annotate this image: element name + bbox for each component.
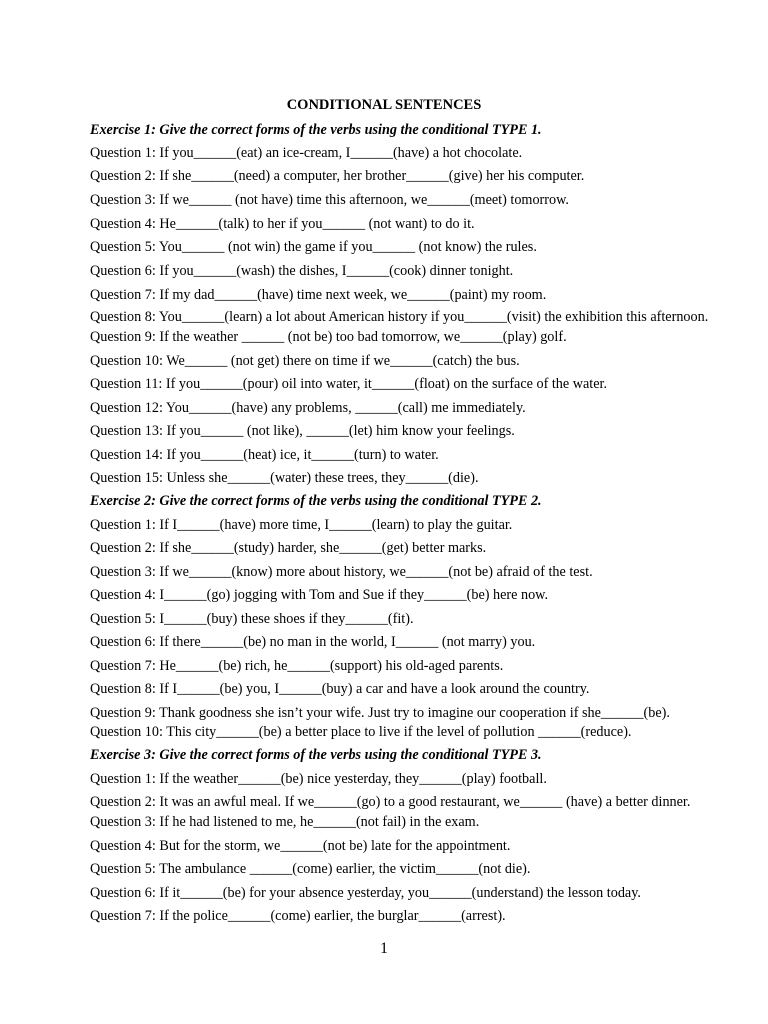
exercise-2-heading: Exercise 2: Give the correct forms of the verbs using the conditional TYPE 2.: [90, 493, 542, 509]
exercise-1-question-7: Question 7: If my dad______(have) time next week, we______(paint) my room.: [90, 287, 547, 303]
exercise-1-question-1: Question 1: If you______(eat) an ice-cream, I______(have) a hot chocolate.: [90, 145, 523, 161]
exercise-2-question-1: Question 1: If I______(have) more time, I______(learn) to play the guitar.: [90, 517, 513, 533]
exercise-3-question-5: Question 5: The ambulance ______(come) earlier, the victim______(not die).: [90, 861, 531, 877]
exercise-1-question-11: Question 11: If you______(pour) oil into water, it______(float) on the surface of the water.: [90, 376, 608, 392]
exercise-3-question-4: Question 4: But for the storm, we______(not be) late for the appointment.: [90, 838, 511, 854]
exercise-3-question-6: Question 6: If it______(be) for your absence yesterday, you______(understand) the lesson today.: [90, 885, 641, 901]
page-number: 1: [380, 940, 388, 957]
page-title: CONDITIONAL SENTENCES: [286, 97, 482, 113]
exercise-2-question-4: Question 4: I______(go) jogging with Tom and Sue if they______(be) here now.: [90, 587, 549, 603]
exercise-1-question-13: Question 13: If you______ (not like), ______(let) him know your feelings.: [90, 423, 515, 439]
exercise-3-question-1: Question 1: If the weather______(be) nice yesterday, they______(play) football.: [90, 771, 547, 787]
exercise-1-question-10: Question 10: We______ (not get) there on time if we______(catch) the bus.: [90, 353, 520, 369]
exercise-1-question-6: Question 6: If you______(wash) the dishes, I______(cook) dinner tonight.: [90, 263, 514, 279]
exercise-1-question-9: Question 9: If the weather ______ (not be) too bad tomorrow, we______(play) golf.: [90, 329, 567, 345]
exercise-1-question-5: Question 5: You______ (not win) the game if you______ (not know) the rules.: [90, 239, 537, 255]
exercise-1-question-8: Question 8: You______(learn) a lot about American history if you______(visit) the exhibition this afternoon.: [90, 309, 709, 325]
exercise-1-question-3: Question 3: If we______ (not have) time this afternoon, we______(meet) tomorrow.: [90, 192, 569, 208]
exercise-1-question-12: Question 12: You______(have) any problems, ______(call) me immediately.: [90, 400, 526, 416]
exercise-2-question-10: Question 10: This city______(be) a better place to live if the level of pollution ______(reduce).: [90, 724, 632, 740]
exercise-3-heading: Exercise 3: Give the correct forms of the verbs using the conditional TYPE 3.: [90, 747, 542, 763]
exercise-2-question-7: Question 7: He______(be) rich, he______(support) his old-aged parents.: [90, 658, 504, 674]
exercise-1-question-14: Question 14: If you______(heat) ice, it______(turn) to water.: [90, 447, 439, 463]
exercise-2-question-6: Question 6: If there______(be) no man in the world, I______ (not marry) you.: [90, 634, 536, 650]
exercise-2-question-9: Question 9: Thank goodness she isn’t your wife. Just try to imagine our cooperation if she______(be).: [90, 705, 670, 721]
exercise-3-question-2: Question 2: It was an awful meal. If we______(go) to a good restaurant, we______ (have) a better dinner.: [90, 794, 691, 810]
exercise-2-question-8: Question 8: If I______(be) you, I______(buy) a car and have a look around the country.: [90, 681, 590, 697]
exercise-1-question-4: Question 4: He______(talk) to her if you______ (not want) to do it.: [90, 216, 475, 232]
exercise-3-question-7: Question 7: If the police______(come) earlier, the burglar______(arrest).: [90, 908, 506, 924]
exercise-2-question-2: Question 2: If she______(study) harder, she______(get) better marks.: [90, 540, 487, 556]
exercise-1-heading: Exercise 1: Give the correct forms of the verbs using the conditional TYPE 1.: [90, 122, 542, 138]
exercise-1-question-15: Question 15: Unless she______(water) these trees, they______(die).: [90, 470, 479, 486]
exercise-1-question-2: Question 2: If she______(need) a computer, her brother______(give) her his computer.: [90, 168, 585, 184]
exercise-2-question-5: Question 5: I______(buy) these shoes if they______(fit).: [90, 611, 414, 627]
exercise-2-question-3: Question 3: If we______(know) more about history, we______(not be) afraid of the test.: [90, 564, 593, 580]
exercise-3-question-3: Question 3: If he had listened to me, he______(not fail) in the exam.: [90, 814, 480, 830]
